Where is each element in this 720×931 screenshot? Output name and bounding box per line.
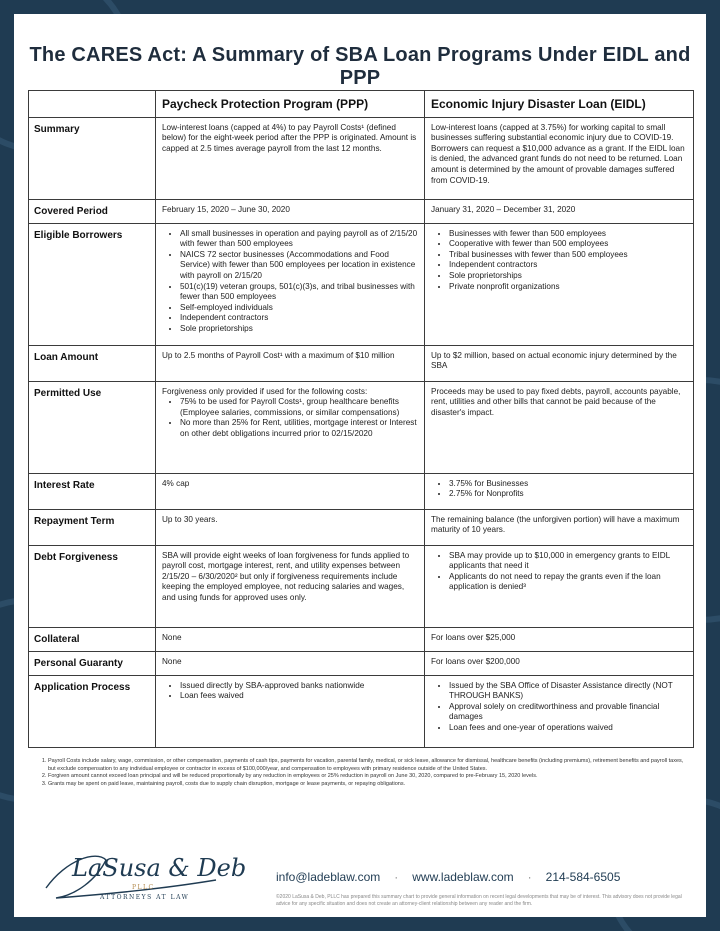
eidl-cell: Proceeds may be used to pay fixed debts, payroll, accounts payable, rent, utilities and other bills that cannot be paid because of the disaster's impact. <box>425 381 694 473</box>
eidl-cell: Low-interest loans (capped at 3.75%) for working capital to small businesses suffering substantial economic injury due to COVID-19. Borrowers can request a $10,000 advance as a grant. If the EIDL loan is denied, the advanced grant funds do not need to be returned. Loan amount is determined by the amount of provable damages suffered from COVID-19. <box>425 117 694 199</box>
list-item: • Self-employed individuals <box>180 303 418 314</box>
eidl-cell: Up to $2 million, based on actual economic injury determined by the SBA <box>425 345 694 381</box>
list-item: • 3.75% for Businesses <box>449 479 687 490</box>
list-item: • Loan fees waived <box>180 691 418 702</box>
contact-bar <box>276 870 620 884</box>
eidl-cell <box>425 545 694 627</box>
row-label: Eligible Borrowers <box>29 223 156 345</box>
list-item: • Loan fees and one-year of operations waived <box>449 723 687 734</box>
ppp-intro: Forgiveness only provided if used for the following costs: <box>162 386 368 396</box>
ppp-cell <box>156 223 425 345</box>
table-header-row <box>29 91 694 118</box>
footnote: 1. Payroll Costs include salary, wage, commission, or other compensation, payments of cash tips, payments for vacation, parental family, medical, or sick leave, allowance for dismissal, healthcare benefits (including premiums), retirement benefits and payroll taxes, but exclude compensation to any individual employee or contractor in excess of $100,000/year, and compensation to employees with primary residence outside of the United States. <box>48 758 686 773</box>
eidl-cell <box>425 675 694 747</box>
list-item: • No more than 25% for Rent, utilities, mortgage interest or Interest on other debt obligations incurred prior to 02/15/2020 <box>180 418 418 439</box>
ppp-cell: None <box>156 651 425 675</box>
list-item: • Cooperative with fewer than 500 employees <box>449 239 687 250</box>
ppp-cell: February 15, 2020 – June 30, 2020 <box>156 199 425 223</box>
ppp-cell: Low-interest loans (capped at 4%) to pay Payroll Costs¹ (defined below) for the eight-week period after the PPP is originated. Amount is capped at 2.5 times average payroll from the last 12 months. <box>156 117 425 199</box>
phone-number: 214-584-6505 <box>545 870 621 884</box>
summary-sheet <box>14 14 706 917</box>
header-ppp: Paycheck Protection Program (PPP) <box>156 91 425 118</box>
row-label: Application Process <box>29 675 156 747</box>
header-eidl: Economic Injury Disaster Loan (EIDL) <box>425 91 694 118</box>
row-covered-period <box>29 199 694 223</box>
separator-dot: · <box>527 870 532 884</box>
list-item: • 501(c)(19) veteran groups, 501(c)(3)s, and tribal businesses with fewer than 500 employees <box>180 282 418 303</box>
list-item: • 2.75% for Nonprofits <box>449 489 687 500</box>
list-item: • Private nonprofit organizations <box>449 282 687 293</box>
list-item: • Tribal businesses with fewer than 500 employees <box>449 250 687 261</box>
list-item: • Applicants do not need to repay the grants even if the loan application is denied³ <box>449 572 687 593</box>
row-label: Repayment Term <box>29 509 156 545</box>
ppp-cell <box>156 381 425 473</box>
ppp-cell: None <box>156 627 425 651</box>
row-label: Personal Guaranty <box>29 651 156 675</box>
row-application-process <box>29 675 694 747</box>
row-label: Permitted Use <box>29 381 156 473</box>
list-item: • Approval solely on creditworthiness and provable financial damages <box>449 702 687 723</box>
eidl-cell: January 31, 2020 – December 31, 2020 <box>425 199 694 223</box>
ppp-cell <box>156 675 425 747</box>
list-item: • Businesses with fewer than 500 employees <box>449 229 687 240</box>
row-label: Loan Amount <box>29 345 156 381</box>
email-link[interactable]: info@ladeblaw.com <box>276 870 381 884</box>
row-debt-forgiveness <box>29 545 694 627</box>
comparison-table <box>28 90 694 748</box>
list-item: • Sole proprietorships <box>449 271 687 282</box>
ppp-cell: 4% cap <box>156 473 425 509</box>
website-link[interactable]: www.ladeblaw.com <box>412 870 514 884</box>
row-label: Interest Rate <box>29 473 156 509</box>
row-collateral <box>29 627 694 651</box>
eidl-cell: For loans over $25,000 <box>425 627 694 651</box>
list-item: • All small businesses in operation and paying payroll as of 2/15/20 with fewer than 500 employees <box>180 229 418 250</box>
footnote: 2. Forgiven amount cannot exceed loan principal and will be reduced proportionally by any reduction in employees or 25% reduction in payroll on June 30, 2020, compared to pre-February 15, 2020 levels. <box>48 773 686 781</box>
list-item: • 75% to be used for Payroll Costs¹, group healthcare benefits (Employee salaries, commissions, or similar compensations) <box>180 397 418 418</box>
row-interest-rate <box>29 473 694 509</box>
ppp-cell: SBA will provide eight weeks of loan forgiveness for funds applied to payroll cost, mortgage interest, rent, and utility expenses between 2/15/20 – 6/30/2020² but only if forgiveness requirements include keeping the employed employee, not reducing salaries and wages, and using funds for approved uses only. <box>156 545 425 627</box>
list-item: • Sole proprietorships <box>180 324 418 335</box>
row-label: Covered Period <box>29 199 156 223</box>
firm-logo <box>36 840 247 910</box>
list-item: • Issued by the SBA Office of Disaster Assistance directly (NOT THROUGH BANKS) <box>449 681 687 702</box>
eidl-cell: For loans over $200,000 <box>425 651 694 675</box>
row-permitted-use <box>29 381 694 473</box>
row-label: Summary <box>29 117 156 199</box>
eidl-cell: The remaining balance (the unforgiven portion) will have a maximum maturity of 10 years. <box>425 509 694 545</box>
list-item: • Independent contractors <box>180 313 418 324</box>
list-item: • Issued directly by SBA-approved banks nationwide <box>180 681 418 692</box>
row-summary <box>29 117 694 199</box>
row-eligible-borrowers <box>29 223 694 345</box>
footnote: 3. Grants may be spent on paid leave, maintaining payroll, costs due to supply chain disruption, mortgage or lease payments, or repaying obligations. <box>48 781 686 789</box>
page-title: The CARES Act: A Summary of SBA Loan Programs Under EIDL and PPP <box>29 44 691 89</box>
row-loan-amount <box>29 345 694 381</box>
separator-dot: · <box>394 870 399 884</box>
disclaimer: ©2020 LaSusa & Deb, PLLC has prepared this summary chart to provide general information on recent legal developments that may be of interest. This advisory does not provide legal advice for any specific situation and does not create an attorney-client relationship between any reader and the firm. <box>276 894 682 907</box>
header-blank <box>29 91 156 118</box>
row-repayment-term <box>29 509 694 545</box>
ppp-cell: Up to 2.5 months of Payroll Cost¹ with a maximum of $10 million <box>156 345 425 381</box>
list-item: • NAICS 72 sector businesses (Accommodations and Food Service) with fewer than 500 employees per location in existence with payroll on 2/15/20 <box>180 250 418 282</box>
list-item: • Independent contractors <box>449 260 687 271</box>
logo-subtitle: ATTORNEYS AT LAW <box>100 894 190 901</box>
logo-pllc: PLLC <box>132 884 155 891</box>
eidl-cell <box>425 223 694 345</box>
logo-name: LaSusa & Deb <box>72 854 247 882</box>
row-label: Debt Forgiveness <box>29 545 156 627</box>
footnotes <box>36 758 686 788</box>
list-item: • SBA may provide up to $10,000 in emergency grants to EIDL applicants that need it <box>449 551 687 572</box>
row-label: Collateral <box>29 627 156 651</box>
eidl-cell <box>425 473 694 509</box>
row-personal-guaranty <box>29 651 694 675</box>
ppp-cell: Up to 30 years. <box>156 509 425 545</box>
